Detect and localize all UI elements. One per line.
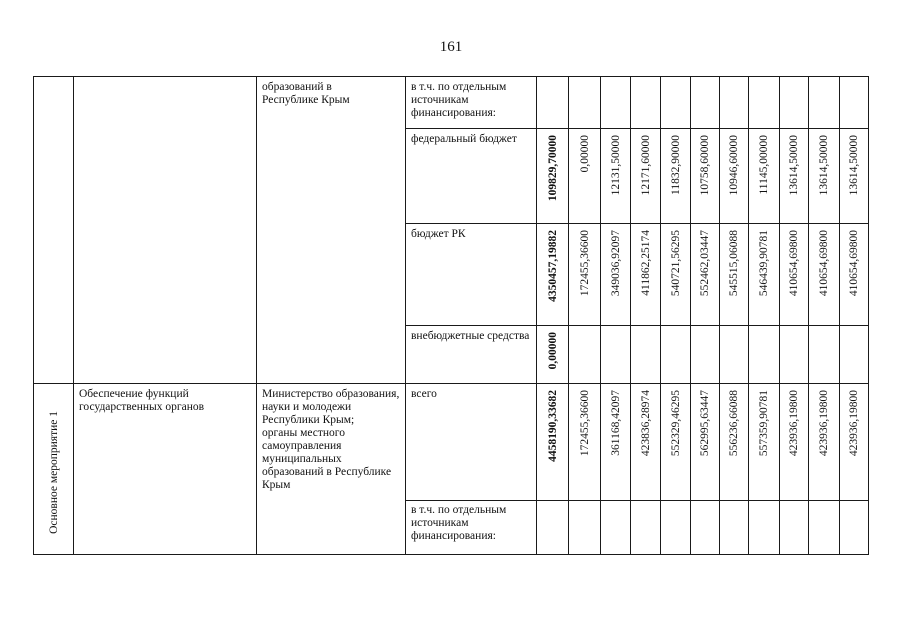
table-row	[34, 384, 869, 501]
value-cell	[691, 326, 720, 384]
value-cell	[537, 501, 569, 555]
value-cell	[631, 501, 661, 555]
value-cell	[537, 129, 569, 224]
value-cell	[809, 129, 840, 224]
value-cell	[631, 326, 661, 384]
page-number: 161	[439, 39, 463, 55]
value-text: 13614,50000	[848, 135, 860, 196]
value-text: 0,00000	[578, 135, 591, 173]
source-cell	[406, 326, 537, 384]
value-cell	[749, 326, 780, 384]
source-cell	[406, 129, 537, 224]
responsible-cell	[257, 384, 406, 555]
value-cell	[691, 501, 720, 555]
value-cell	[809, 224, 840, 326]
responsible-text: Министерство образования, науки и молодежи Республики Крым; органы местного самоуправления муниципальных образований в Республике Крым	[262, 388, 400, 491]
value-cell	[720, 77, 749, 129]
value-cell	[661, 384, 691, 501]
source-cell	[406, 384, 537, 501]
value-cell	[840, 77, 869, 129]
status-cell	[34, 384, 74, 555]
value-text: 423936,19800	[848, 390, 860, 457]
value-cell	[720, 224, 749, 326]
source-text: внебюджетные средства	[411, 330, 530, 342]
value-cell	[840, 501, 869, 555]
source-text: в т.ч. по отдельным источникам финансирования:	[411, 504, 507, 542]
value-text: 562995,63447	[699, 390, 711, 457]
value-text: 546439,90781	[758, 230, 770, 297]
value-text: 423936,19800	[788, 390, 800, 457]
value-cell	[601, 224, 631, 326]
status-label: Основное мероприятие 1	[47, 411, 60, 534]
value-cell	[537, 77, 569, 129]
value-cell	[569, 501, 601, 555]
value-cell	[601, 129, 631, 224]
value-cell	[809, 501, 840, 555]
value-text: 423936,19800	[818, 390, 830, 457]
source-cell	[406, 224, 537, 326]
budget-table	[33, 76, 869, 555]
value-cell	[691, 77, 720, 129]
value-text: 172455,36600	[578, 230, 591, 297]
value-text: 410654,69800	[788, 230, 800, 297]
value-text: 10758,60000	[699, 135, 711, 196]
value-cell	[661, 129, 691, 224]
value-cell	[720, 501, 749, 555]
value-cell	[720, 326, 749, 384]
value-cell	[601, 501, 631, 555]
value-text: 10946,60000	[728, 135, 740, 196]
value-text: 411862,25174	[639, 230, 652, 296]
name-text: Обеспечение функций государственных органов	[79, 388, 205, 413]
value-text: 423836,28974	[639, 390, 652, 457]
value-cell	[601, 77, 631, 129]
value-text: 11832,90000	[669, 135, 682, 195]
value-cell	[691, 129, 720, 224]
responsible-cell	[257, 77, 406, 384]
value-cell	[749, 129, 780, 224]
value-text: 0,00000	[546, 332, 559, 370]
value-cell	[601, 326, 631, 384]
value-text: 4350457,19882	[546, 230, 559, 302]
value-cell	[569, 129, 601, 224]
value-cell	[840, 224, 869, 326]
value-cell	[780, 77, 809, 129]
value-text: 109829,70000	[546, 135, 559, 202]
responsible-text: образований в Республике Крым	[262, 81, 350, 106]
value-cell	[631, 384, 661, 501]
value-cell	[720, 384, 749, 501]
value-cell	[780, 326, 809, 384]
value-cell	[780, 129, 809, 224]
value-cell	[537, 384, 569, 501]
value-cell	[840, 326, 869, 384]
value-text: 172455,36600	[578, 390, 591, 457]
value-cell	[780, 224, 809, 326]
value-cell	[661, 501, 691, 555]
value-text: 11145,00000	[758, 135, 770, 195]
value-cell	[780, 501, 809, 555]
value-text: 349036,92097	[609, 230, 622, 297]
value-text: 4458190,33682	[546, 390, 559, 462]
value-cell	[569, 224, 601, 326]
value-text: 557359,90781	[758, 390, 770, 457]
value-cell	[569, 384, 601, 501]
value-text: 410654,69800	[848, 230, 860, 297]
value-text: 545515,06088	[728, 230, 740, 297]
value-cell	[537, 326, 569, 384]
value-cell	[661, 77, 691, 129]
value-text: 552329,46295	[669, 390, 682, 457]
value-cell	[661, 224, 691, 326]
value-text: 552462,03447	[699, 230, 711, 297]
status-cell	[34, 77, 74, 384]
name-cell	[74, 384, 257, 555]
value-cell	[720, 129, 749, 224]
value-cell	[569, 77, 601, 129]
value-cell	[691, 384, 720, 501]
value-text: 361168,42097	[609, 390, 622, 456]
value-text: 13614,50000	[818, 135, 830, 196]
value-cell	[749, 501, 780, 555]
value-text: 13614,50000	[788, 135, 800, 196]
source-cell	[406, 77, 537, 129]
source-text: федеральный бюджет	[411, 133, 517, 145]
value-cell	[661, 326, 691, 384]
value-cell	[749, 224, 780, 326]
value-cell	[631, 224, 661, 326]
value-cell	[749, 77, 780, 129]
value-cell	[840, 129, 869, 224]
value-cell	[569, 326, 601, 384]
value-text: 556236,66088	[728, 390, 740, 457]
value-cell	[691, 224, 720, 326]
value-text: 410654,69800	[818, 230, 830, 297]
value-cell	[601, 384, 631, 501]
value-cell	[780, 384, 809, 501]
value-cell	[537, 224, 569, 326]
value-cell	[809, 384, 840, 501]
value-cell	[631, 77, 661, 129]
value-cell	[809, 77, 840, 129]
source-text: бюджет РК	[411, 228, 466, 240]
value-cell	[809, 326, 840, 384]
value-text: 12171,60000	[639, 135, 652, 196]
table-row	[34, 77, 869, 129]
value-cell	[749, 384, 780, 501]
value-cell	[631, 129, 661, 224]
source-text: в т.ч. по отдельным источникам финансирования:	[411, 81, 507, 119]
value-cell	[840, 384, 869, 501]
name-cell	[74, 77, 257, 384]
value-text: 12131,50000	[609, 135, 622, 196]
source-text: всего	[411, 388, 437, 400]
value-text: 540721,56295	[669, 230, 682, 297]
source-cell	[406, 501, 537, 555]
